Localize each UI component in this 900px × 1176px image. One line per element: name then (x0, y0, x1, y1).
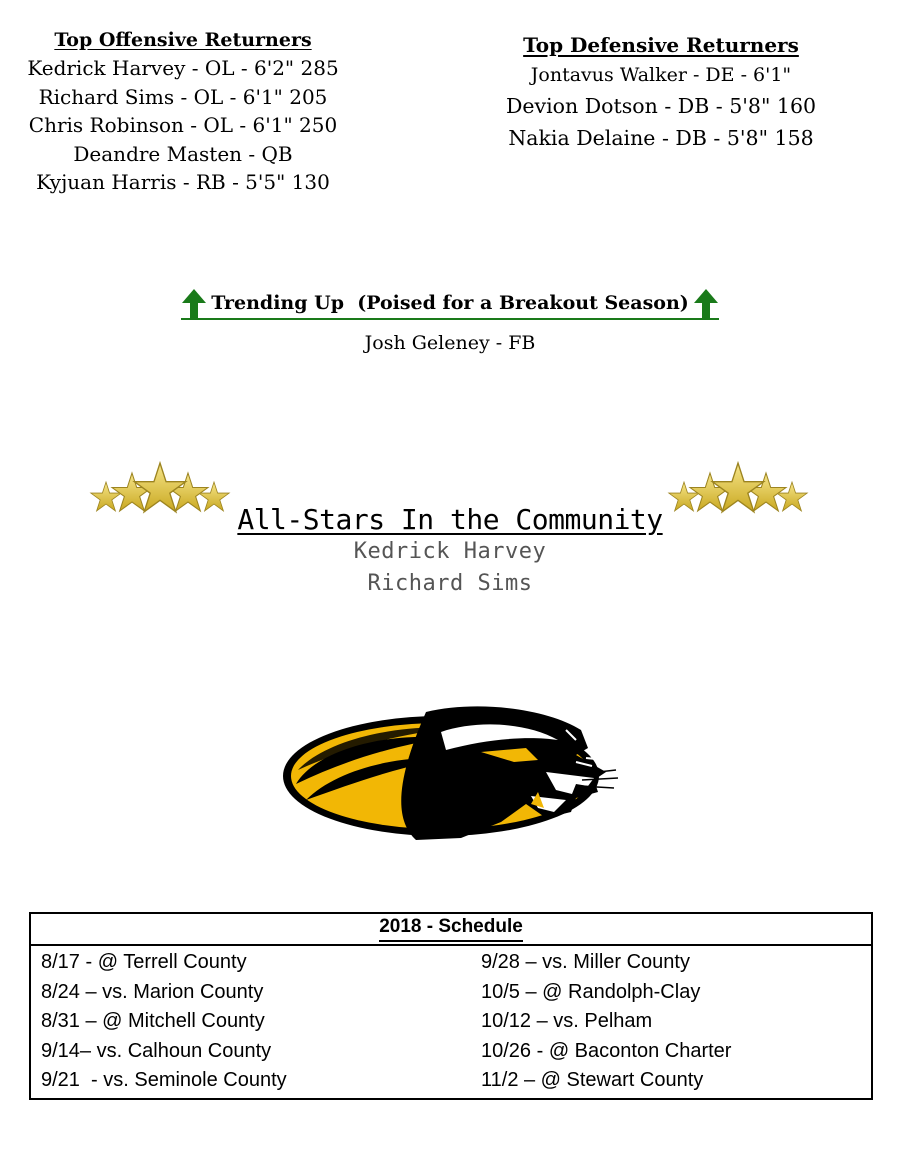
community-section (0, 503, 900, 600)
list-item: Richard Sims - OL - 6'1" 205 (38, 84, 328, 109)
offensive-returners (0, 26, 366, 197)
schedule-row: 8/17 - @ Terrell County (41, 951, 247, 973)
schedule-row: 11/2 – @ Stewart County (481, 1069, 704, 1091)
list-item: Nakia Delaine - DB - 5'8" 158 (508, 126, 814, 150)
schedule-row: 9/21 - vs. Seminole County (41, 1069, 287, 1091)
up-arrow-icon (181, 288, 207, 318)
schedule-column-right (481, 948, 731, 1096)
community-title: All-Stars In the Community (237, 503, 663, 536)
defensive-returners-title: Top Defensive Returners (523, 33, 799, 57)
list-item: Deandre Masten - QB (73, 141, 293, 166)
list-item: Kedrick Harvey - OL - 6'2" 285 (27, 56, 339, 80)
trending-up-section (0, 288, 900, 354)
list-item: Devion Dotson - DB - 5'8" 160 (505, 94, 817, 118)
list-item: Chris Robinson - OL - 6'1" 250 (28, 113, 338, 137)
schedule-table (29, 912, 873, 1100)
schedule-row: 8/24 – vs. Marion County (41, 980, 264, 1003)
schedule-row: 8/31 – @ Mitchell County (41, 1010, 265, 1032)
trending-up-title: Trending Up (Poised for a Breakout Season) (211, 292, 689, 314)
defensive-returners (456, 30, 866, 154)
list-item: Kyjuan Harris - RB - 5'5" 130 (36, 170, 330, 194)
trending-player: Josh Geleney - FB (364, 332, 536, 354)
schedule-column-left (41, 948, 287, 1096)
list-item: Jontavus Walker - DE - 6'1" (530, 64, 792, 86)
schedule-row: 10/26 - @ Baconton Charter (481, 1039, 732, 1062)
up-arrow-icon (693, 288, 719, 318)
community-name: Richard Sims (367, 571, 533, 596)
schedule-row: 10/12 – vs. Pelham (481, 1010, 653, 1032)
schedule-title: 2018 - Schedule (379, 914, 523, 942)
offensive-returners-title: Top Offensive Returners (54, 29, 312, 51)
schedule-row: 10/5 – @ Randolph-Clay (481, 980, 701, 1003)
schedule-header (31, 914, 871, 946)
panther-logo-icon (276, 700, 626, 854)
community-name: Kedrick Harvey (353, 539, 547, 564)
trending-up-heading (181, 288, 719, 320)
schedule-row: 9/14– vs. Calhoun County (41, 1039, 272, 1062)
schedule-row: 9/28 – vs. Miller County (481, 951, 690, 973)
